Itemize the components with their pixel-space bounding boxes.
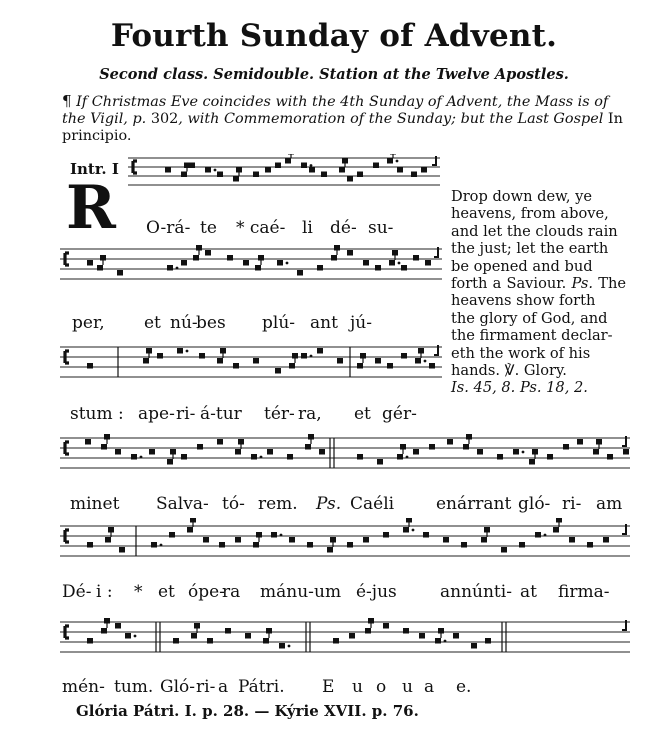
translation-line: eth the work of his bbox=[451, 344, 591, 362]
neume bbox=[87, 363, 93, 369]
neume bbox=[287, 454, 293, 460]
neume bbox=[603, 537, 609, 543]
neume bbox=[253, 542, 259, 548]
translation-line: the firmament declar- bbox=[451, 327, 613, 345]
neume bbox=[275, 163, 281, 169]
neume bbox=[397, 454, 403, 460]
neume bbox=[157, 353, 163, 359]
neume bbox=[365, 628, 371, 634]
neume bbox=[466, 434, 472, 440]
neume bbox=[189, 163, 195, 169]
syllable: plú- bbox=[262, 313, 296, 333]
neume bbox=[117, 270, 123, 276]
neume bbox=[235, 537, 241, 543]
neume bbox=[406, 518, 412, 523]
neume bbox=[556, 518, 562, 523]
neume bbox=[415, 358, 421, 364]
neume bbox=[227, 255, 233, 261]
neume bbox=[197, 444, 203, 450]
neume bbox=[373, 163, 379, 169]
neume bbox=[375, 358, 381, 364]
syllable: á-tur bbox=[200, 404, 242, 424]
neume bbox=[271, 532, 277, 538]
translation-line: the just; let the earth bbox=[451, 240, 609, 258]
translation bbox=[451, 188, 626, 397]
syllable: su- bbox=[368, 218, 394, 238]
neume bbox=[205, 167, 211, 173]
neume bbox=[115, 449, 121, 455]
neume bbox=[220, 348, 226, 354]
neume bbox=[360, 353, 366, 359]
syllable: et bbox=[158, 582, 175, 602]
neume bbox=[119, 547, 125, 553]
neume bbox=[435, 638, 441, 644]
mora-dot bbox=[522, 451, 525, 454]
footer-note: Glória Pátri. I. p. 28. — Kýrie XVII. p. 76. bbox=[76, 702, 419, 720]
neume bbox=[330, 537, 336, 543]
neume bbox=[205, 250, 211, 256]
neume bbox=[100, 255, 106, 261]
neume bbox=[167, 265, 173, 271]
translation-line: and let the clouds rain bbox=[451, 222, 618, 240]
chant-staff-1 bbox=[128, 154, 440, 194]
neume bbox=[357, 172, 363, 178]
syllable: o bbox=[376, 677, 387, 697]
syllable: Caéli bbox=[350, 494, 395, 514]
neume bbox=[485, 638, 491, 644]
neume bbox=[233, 363, 239, 369]
neume bbox=[101, 628, 107, 634]
syllable: a bbox=[424, 677, 435, 697]
syllable: um bbox=[314, 582, 342, 602]
syllable: e. bbox=[456, 677, 472, 697]
syllable: Dé- bbox=[62, 582, 92, 602]
rubric-page-ref: 302 bbox=[150, 111, 179, 127]
mora-dot bbox=[406, 456, 409, 459]
syllable: a bbox=[218, 677, 229, 697]
neume bbox=[421, 167, 427, 173]
neume bbox=[245, 633, 251, 639]
neume bbox=[267, 449, 273, 455]
page-title: Fourth Sunday of Advent. bbox=[110, 18, 558, 54]
neume bbox=[535, 532, 541, 538]
neume bbox=[253, 172, 259, 178]
neume bbox=[387, 158, 393, 164]
syllable: O-rá- bbox=[146, 218, 191, 238]
neume bbox=[321, 172, 327, 178]
mora-dot bbox=[396, 160, 399, 163]
neume bbox=[363, 537, 369, 543]
neume bbox=[167, 459, 173, 465]
mora-dot bbox=[186, 350, 189, 353]
syllable: stum : bbox=[70, 404, 124, 424]
syllable: mánu- bbox=[260, 582, 314, 602]
syllable: * caé- bbox=[236, 218, 286, 238]
translation-line: hands. ℣. Glory. bbox=[451, 362, 567, 380]
neume bbox=[569, 537, 575, 543]
neume bbox=[207, 638, 213, 644]
neume bbox=[347, 176, 353, 182]
mora-dot bbox=[398, 262, 401, 265]
neume bbox=[429, 363, 435, 369]
neume bbox=[301, 353, 307, 359]
syllable: bes bbox=[196, 313, 226, 333]
neume bbox=[429, 444, 435, 450]
neume bbox=[403, 527, 409, 533]
neume bbox=[149, 449, 155, 455]
neume bbox=[170, 449, 176, 455]
neume bbox=[363, 260, 369, 266]
neume bbox=[165, 167, 171, 173]
neume bbox=[191, 633, 197, 639]
neume bbox=[225, 628, 231, 634]
translation-line: be opened and bud bbox=[451, 257, 593, 275]
neume bbox=[481, 537, 487, 543]
neume bbox=[105, 537, 111, 543]
neume bbox=[181, 260, 187, 266]
translation-line: forth a Saviour. Ps. The heavens show forth bbox=[451, 275, 627, 310]
neume bbox=[553, 527, 559, 533]
neume bbox=[301, 163, 307, 169]
neume bbox=[309, 167, 315, 173]
syllable: é-jus bbox=[356, 582, 397, 602]
neume bbox=[243, 260, 249, 266]
neume bbox=[368, 618, 374, 624]
mora-dot bbox=[260, 456, 263, 459]
neume bbox=[181, 454, 187, 460]
neume bbox=[519, 542, 525, 548]
neume bbox=[400, 444, 406, 450]
rubric-text: If Christmas Eve coincides with the 4th Sunday of Advent, the Mass is of the Vigil, p. bbox=[62, 94, 609, 127]
neume bbox=[419, 633, 425, 639]
mora-dot bbox=[444, 640, 447, 643]
neume bbox=[258, 255, 264, 261]
neume bbox=[266, 628, 272, 634]
mora-dot bbox=[310, 164, 313, 167]
syllable: gér- bbox=[382, 404, 417, 424]
neume bbox=[418, 348, 424, 354]
syllable: et bbox=[144, 313, 161, 333]
neume bbox=[513, 449, 519, 455]
neume bbox=[177, 348, 183, 354]
mora-dot bbox=[214, 169, 217, 172]
chant-staff-6 bbox=[60, 614, 630, 666]
neume bbox=[253, 358, 259, 364]
neume bbox=[327, 547, 333, 553]
neume bbox=[143, 358, 149, 364]
neume bbox=[413, 255, 419, 261]
mora-dot bbox=[176, 267, 179, 270]
neume bbox=[349, 633, 355, 639]
mora-dot bbox=[140, 456, 143, 459]
neume bbox=[484, 527, 490, 533]
syllable: gló- bbox=[518, 494, 551, 514]
neume bbox=[219, 542, 225, 548]
neume bbox=[347, 250, 353, 256]
chant-staff-3 bbox=[60, 339, 442, 391]
rubric-text-2: , with Commemoration of the Sunday; but the Last Gospel bbox=[178, 111, 604, 127]
neume bbox=[532, 449, 538, 455]
neume bbox=[203, 537, 209, 543]
neume bbox=[337, 358, 343, 364]
neume bbox=[383, 532, 389, 538]
neume bbox=[151, 542, 157, 548]
neume bbox=[392, 250, 398, 256]
neume bbox=[403, 628, 409, 634]
neume bbox=[101, 444, 107, 450]
syllable: ape- bbox=[138, 404, 175, 424]
neume bbox=[547, 454, 553, 460]
syllable: Gló- bbox=[160, 677, 195, 697]
neume bbox=[413, 449, 419, 455]
neume bbox=[342, 158, 348, 164]
neume bbox=[308, 434, 314, 440]
neume bbox=[357, 454, 363, 460]
neume bbox=[453, 633, 459, 639]
neume bbox=[236, 167, 242, 173]
neume bbox=[263, 638, 269, 644]
neume bbox=[305, 444, 311, 450]
chant-staff-4 bbox=[60, 430, 630, 482]
page-subtitle: Second class. Semidouble. Station at the Twelve Apostles. bbox=[99, 66, 569, 83]
neume bbox=[190, 518, 196, 523]
syllable: ant bbox=[310, 313, 338, 333]
neume bbox=[587, 542, 593, 548]
neume bbox=[443, 537, 449, 543]
neume bbox=[387, 363, 393, 369]
syllable: per, bbox=[72, 313, 105, 333]
mora-dot bbox=[160, 544, 163, 547]
neume bbox=[115, 623, 121, 629]
neume bbox=[390, 154, 396, 155]
mora-dot bbox=[412, 529, 415, 532]
neume bbox=[87, 638, 93, 644]
neume bbox=[108, 527, 114, 533]
neume bbox=[131, 454, 137, 460]
syllable: mén- bbox=[62, 677, 105, 697]
neume bbox=[401, 353, 407, 359]
neume bbox=[193, 255, 199, 261]
neume bbox=[275, 368, 281, 374]
chant-staff-5 bbox=[60, 518, 630, 570]
neume bbox=[375, 265, 381, 271]
syllable: enárrant bbox=[436, 494, 512, 514]
syllable: u bbox=[402, 677, 413, 697]
syllable: ri- bbox=[176, 404, 196, 424]
neume bbox=[297, 270, 303, 276]
neume bbox=[461, 542, 467, 548]
syllable: ópe- bbox=[188, 582, 225, 602]
neume bbox=[125, 633, 131, 639]
neume bbox=[425, 260, 431, 266]
syllable: u bbox=[352, 677, 363, 697]
neume bbox=[217, 439, 223, 445]
neume bbox=[251, 454, 257, 460]
neume bbox=[279, 643, 285, 649]
mora-dot bbox=[286, 262, 289, 265]
syllable: Ps. bbox=[316, 494, 342, 514]
syllable: firma- bbox=[558, 582, 610, 602]
neume bbox=[383, 623, 389, 629]
neume bbox=[463, 444, 469, 450]
translation-line: heavens, from above, bbox=[451, 205, 609, 223]
neume bbox=[87, 542, 93, 548]
neume bbox=[217, 172, 223, 178]
syllable: nú- bbox=[170, 313, 198, 333]
syllable: E bbox=[322, 677, 335, 697]
scripture-reference: Is. 45, 8. Ps. 18, 2. bbox=[451, 379, 588, 397]
neume bbox=[447, 439, 453, 445]
neume bbox=[104, 434, 110, 440]
syllable: dé- bbox=[330, 218, 357, 238]
neume bbox=[334, 245, 340, 251]
custos-icon bbox=[432, 156, 436, 165]
syllable: jú- bbox=[350, 313, 372, 333]
neume bbox=[339, 167, 345, 173]
neume bbox=[471, 643, 477, 649]
neume bbox=[423, 532, 429, 538]
syllable: te bbox=[200, 218, 217, 238]
neume bbox=[235, 449, 241, 455]
neume bbox=[256, 532, 262, 538]
neume bbox=[169, 532, 175, 538]
neume bbox=[529, 459, 535, 465]
syllable: tér- bbox=[264, 404, 295, 424]
syllable: Salva- bbox=[156, 494, 209, 514]
neume bbox=[563, 444, 569, 450]
neume bbox=[577, 439, 583, 445]
neume bbox=[377, 459, 383, 465]
mora-dot bbox=[134, 635, 137, 638]
neume bbox=[307, 542, 313, 548]
neume bbox=[401, 265, 407, 271]
neume bbox=[477, 449, 483, 455]
neume bbox=[238, 439, 244, 445]
neume bbox=[333, 638, 339, 644]
neume bbox=[87, 260, 93, 266]
syllable: ri- bbox=[562, 494, 582, 514]
syllable: ra bbox=[222, 582, 241, 602]
neume bbox=[196, 245, 202, 251]
syllable: i : bbox=[96, 582, 113, 602]
neume bbox=[187, 527, 193, 533]
neume bbox=[397, 167, 403, 173]
rubric-in-principio: In principio. bbox=[62, 111, 623, 144]
neume bbox=[596, 439, 602, 445]
neume bbox=[85, 439, 91, 445]
neume bbox=[199, 353, 205, 359]
neume bbox=[319, 449, 325, 455]
neume bbox=[389, 260, 395, 266]
neume bbox=[289, 363, 295, 369]
neume bbox=[217, 358, 223, 364]
neume bbox=[285, 158, 291, 164]
syllable: ri- bbox=[196, 677, 216, 697]
chant-staff-2 bbox=[60, 241, 442, 293]
mora-dot bbox=[424, 360, 427, 363]
neume bbox=[255, 265, 261, 271]
neume bbox=[265, 167, 271, 173]
versicle: ℣. Glory. bbox=[504, 362, 567, 380]
neume bbox=[292, 353, 298, 359]
neume bbox=[146, 348, 152, 354]
mora-dot bbox=[288, 645, 291, 648]
mora-dot bbox=[310, 355, 313, 358]
neume bbox=[357, 363, 363, 369]
neume bbox=[623, 449, 629, 455]
syllable: li bbox=[302, 218, 313, 238]
neume bbox=[317, 348, 323, 354]
rubric bbox=[62, 93, 628, 145]
neume bbox=[607, 454, 613, 460]
syllable: tó- bbox=[222, 494, 245, 514]
neume bbox=[411, 172, 417, 178]
neume bbox=[194, 623, 200, 629]
mora-dot bbox=[544, 534, 547, 537]
syllable: Pátri. bbox=[238, 677, 285, 697]
pilcrow-icon: ¶ bbox=[62, 92, 72, 110]
syllable: minet bbox=[70, 494, 120, 514]
neume bbox=[289, 537, 295, 543]
neume bbox=[331, 255, 337, 261]
syllable: et bbox=[354, 404, 371, 424]
syllable: am bbox=[596, 494, 623, 514]
neume bbox=[277, 260, 283, 266]
neume bbox=[593, 449, 599, 455]
initial-letter: R bbox=[66, 173, 116, 243]
neume bbox=[501, 547, 507, 553]
neume bbox=[173, 638, 179, 644]
translation-line: Drop down dew, ye bbox=[451, 188, 592, 205]
syllable: * bbox=[134, 582, 143, 602]
neume bbox=[181, 172, 187, 178]
neume bbox=[288, 154, 294, 155]
neume bbox=[438, 628, 444, 634]
syllable: annúnti- bbox=[440, 582, 512, 602]
syllable: ra, bbox=[298, 404, 322, 424]
mora-dot bbox=[280, 534, 283, 537]
neume bbox=[497, 454, 503, 460]
neume bbox=[317, 265, 323, 271]
neume bbox=[233, 176, 239, 182]
neume bbox=[104, 618, 110, 624]
syllable: at bbox=[520, 582, 537, 602]
introit-label: Intr. I bbox=[70, 160, 119, 178]
syllable: rem. bbox=[258, 494, 298, 514]
syllable: tum. bbox=[114, 677, 154, 697]
translation-line: the glory of God, and bbox=[451, 309, 608, 327]
neume bbox=[97, 265, 103, 271]
neume bbox=[347, 542, 353, 548]
